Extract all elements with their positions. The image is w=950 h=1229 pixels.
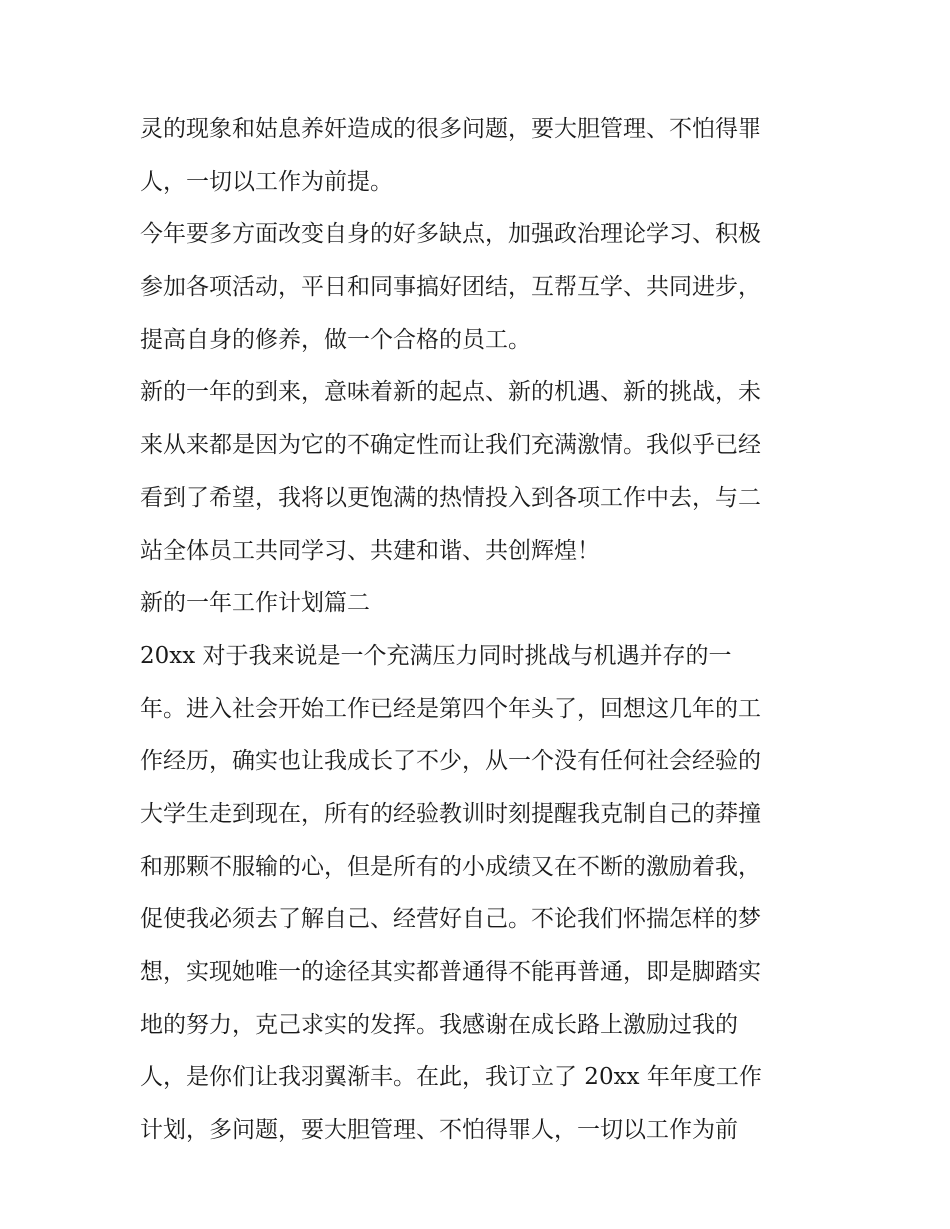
text-line: 人，是你们让我羽翼渐丰。在此，我订立了 20xx 年年度工作: [140, 1064, 762, 1091]
text-line: 大学生走到现在，所有的经验教训时刻提醒我克制自己的莽撞: [140, 800, 761, 827]
text-line: 促使我必须去了解自己、经营好自己。不论我们怀揣怎样的梦: [140, 906, 761, 933]
text-line: 20xx 对于我来说是一个充满压力同时挑战与机遇并存的一: [140, 642, 732, 669]
text-line: 人，一切以工作为前提。: [140, 168, 393, 195]
text-line: 计划，多问题，要大胆管理、不怕得罪人，一切以工作为前: [140, 1117, 738, 1144]
text-line: 和那颗不服输的心，但是所有的小成绩又在不断的激励着我，: [140, 853, 761, 880]
text-line: 看到了希望，我将以更饱满的热情投入到各项工作中去，与二: [140, 484, 761, 511]
text-line: 地的努力，克己求实的发挥。我感谢在成长路上激励过我的: [140, 1011, 738, 1038]
text-line: 灵的现象和姑息养奸造成的很多问题，要大胆管理、不怕得罪: [140, 116, 761, 142]
text-line: 来从来都是因为它的不确定性而让我们充满激情。我似乎已经: [140, 432, 761, 459]
text-line: 站全体员工共同学习、共建和谐、共创辉煌！: [140, 537, 600, 564]
section-heading: 新的一年工作计划篇二: [140, 590, 370, 617]
text-line: 今年要多方面改变自身的好多缺点，加强政治理论学习、积极: [140, 221, 761, 248]
text-line: 提高自身的修养，做一个合格的员工。: [140, 326, 531, 353]
text-line: 参加各项活动，平日和同事搞好团结，互帮互学、共同进步，: [140, 274, 761, 301]
text-line: 想，实现她唯一的途径其实都普通得不能再普通，即是脚踏实: [140, 959, 761, 985]
document-body: [140, 103, 820, 1157]
text-line: 年。进入社会开始工作已经是第四个年头了，回想这几年的工: [140, 695, 761, 722]
text-line: 新的一年的到来，意味着新的起点、新的机遇、新的挑战，未: [140, 379, 761, 406]
text-line: 作经历，确实也让我成长了不少，从一个没有任何社会经验的: [140, 748, 761, 775]
